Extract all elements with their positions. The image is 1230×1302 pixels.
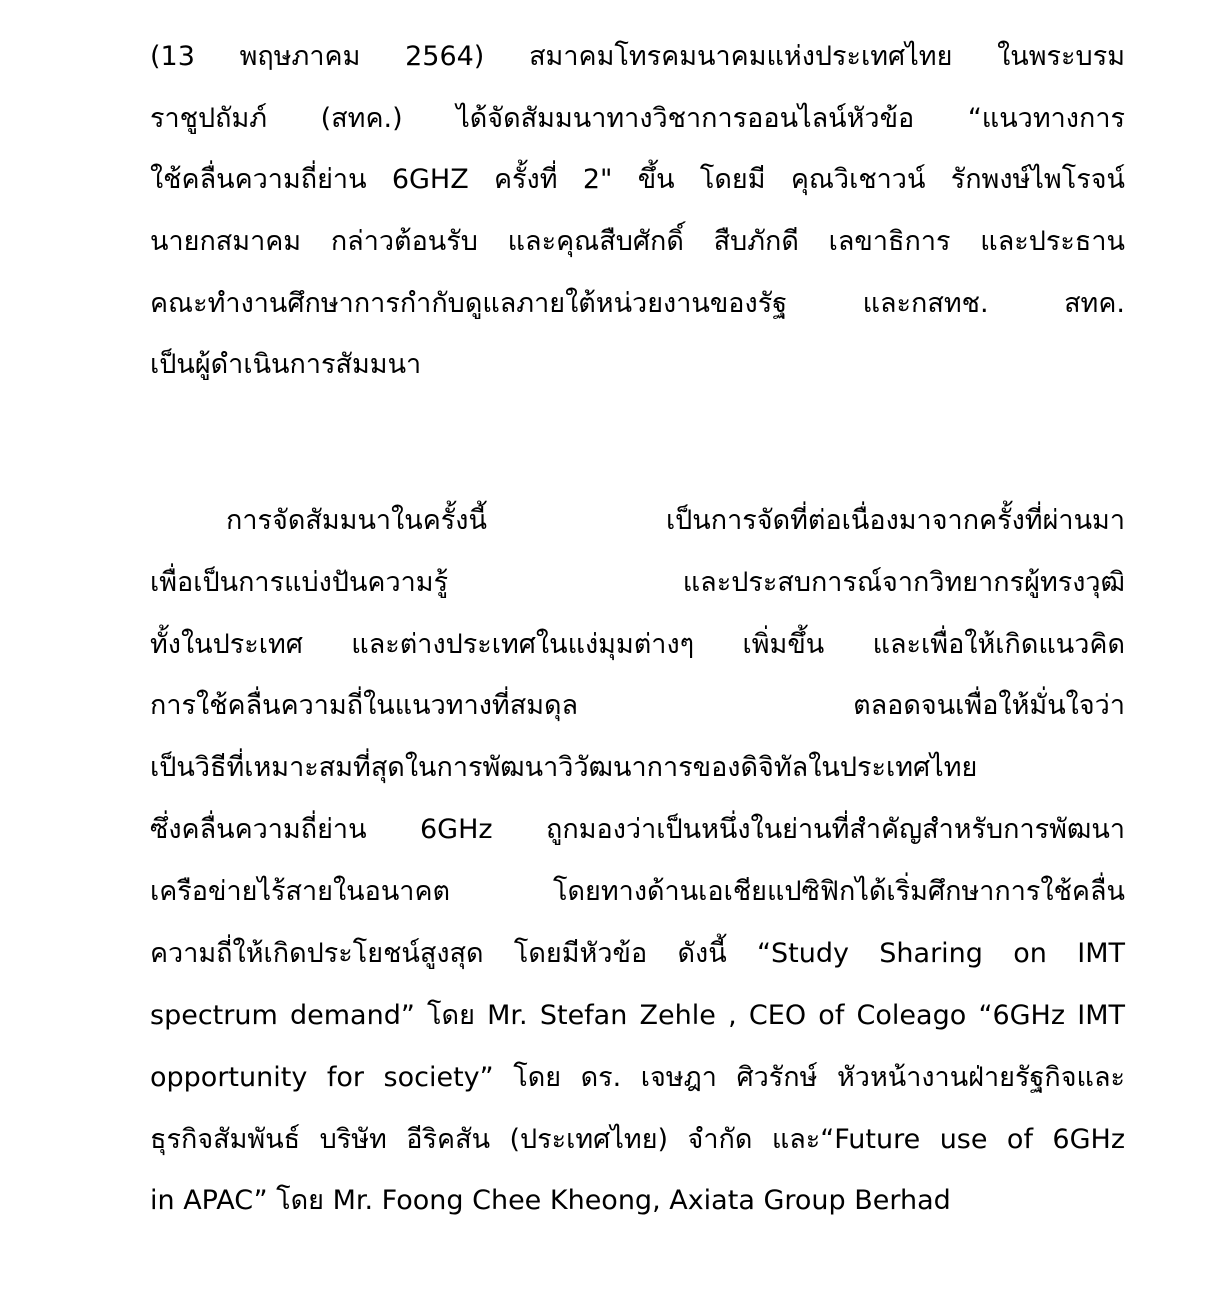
paragraph-2-line-6: ซึ่งคลื่นความถี่ย่าน 6GHz ถูกมองว่าเป็นหนึ่งในย่านที่สำคัญสำหรับการพัฒนา	[150, 814, 1125, 845]
paragraph-2-line-5: เป็นวิธีที่เหมาะสมที่สุดในการพัฒนาวิวัฒนาการของดิจิทัลในประเทศไทย	[150, 752, 978, 783]
paragraph-2-line-8: ความถี่ให้เกิดประโยชน์สูงสุด โดยมีหัวข้อ ดังนี้ “Study Sharing on IMT	[150, 938, 1125, 969]
paragraph-1-line-2: ราชูปถัมภ์ (สทค.) ได้จัดสัมมนาทางวิชาการออนไลน์หัวข้อ “แนวทางการ	[150, 103, 1125, 134]
paragraph-1-line-1: (13 พฤษภาคม 2564) สมาคมโทรคมนาคมแห่งประเทศไทย ในพระบรม	[150, 41, 1125, 72]
paragraph-2-line-1: การจัดสัมมนาในครั้งนี้ เป็นการจัดที่ต่อเนื่องมาจากครั้งที่ผ่านมา	[226, 505, 1125, 536]
paragraph-2-line-12: in APAC” โดย Mr. Foong Chee Kheong, Axiata Group Berhad	[150, 1185, 951, 1216]
paragraph-1-line-4: นายกสมาคม กล่าวต้อนรับ และคุณสืบศักดิ์ สืบภักดี เลขาธิการ และประธาน	[150, 226, 1125, 257]
paragraph-2-line-2: เพื่อเป็นการแบ่งปันความรู้ และประสบการณ์จากวิทยากรผู้ทรงวุฒิ	[150, 567, 1125, 598]
paragraph-2-line-10: opportunity for society” โดย ดร. เจษฎา ศิวรักษ์ หัวหน้างานฝ่ายรัฐกิจและ	[150, 1062, 1125, 1093]
paragraph-1-line-6: เป็นผู้ดำเนินการสัมมนา	[150, 349, 422, 380]
paragraph-1-line-3: ใช้คลื่นความถี่ย่าน 6GHZ ครั้งที่ 2" ขึ้น โดยมี คุณวิเชาวน์ รักพงษ์ไพโรจน์	[150, 164, 1125, 195]
paragraph-2-line-3: ทั้งในประเทศ และต่างประเทศในแง่มุมต่างๆ เพิ่มขึ้น และเพื่อให้เกิดแนวคิด	[150, 629, 1125, 660]
paragraph-2-line-11: ธุรกิจสัมพันธ์ บริษัท อีริคสัน (ประเทศไทย) จำกัด และ“Future use of 6GHz	[150, 1124, 1125, 1155]
paragraph-1-line-5: คณะทำงานศึกษาการกำกับดูแลภายใต้หน่วยงานของรัฐ และกสทช. สทค.	[150, 288, 1125, 319]
paragraph-2-line-7: เครือข่ายไร้สายในอนาคต โดยทางด้านเอเชียแปซิฟิกได้เริ่มศึกษาการใช้คลื่น	[150, 876, 1125, 907]
paragraph-2-line-9: spectrum demand” โดย Mr. Stefan Zehle , CEO of Coleago “6GHz IMT	[150, 1000, 1125, 1031]
paragraph-2-line-4: การใช้คลื่นความถี่ในแนวทางที่สมดุล ตลอดจนเพื่อให้มั่นใจว่า	[150, 690, 1125, 721]
